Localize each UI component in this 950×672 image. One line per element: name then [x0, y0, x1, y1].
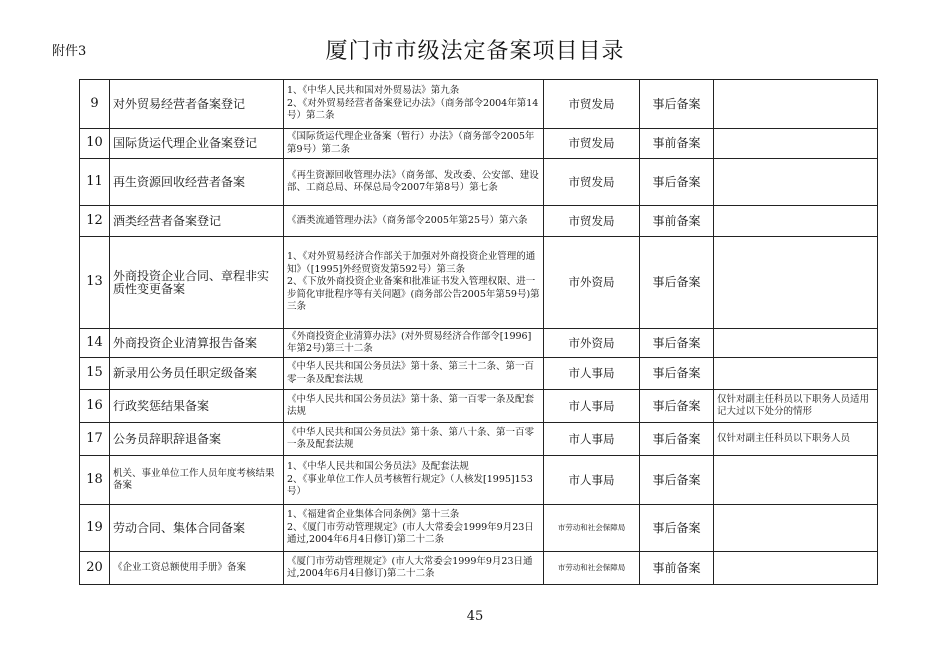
department: 市人事局: [544, 456, 640, 505]
row-number: 14: [80, 329, 110, 358]
table-row: [80, 423, 878, 456]
legal-basis: 《外商投资企业清算办法》(对外贸易经济合作部令[1996]年第2号)第三十二条: [284, 329, 544, 358]
filing-type: 事后备案: [640, 329, 714, 358]
attachment-label: 附件3: [52, 44, 87, 59]
page-number: 45: [466, 609, 484, 624]
page-title: 厦门市市级法定备案项目目录: [325, 39, 625, 64]
row-number: 9: [80, 80, 110, 129]
legal-basis: 《再生资源回收管理办法》（商务部、发改委、公安部、建设部、工商总局、环保总局令2007年第8号）第七条: [284, 159, 544, 206]
table-row: [80, 505, 878, 552]
table-row: [80, 390, 878, 423]
department: 市人事局: [544, 390, 640, 423]
filing-type: 事后备案: [640, 159, 714, 206]
remark: 仅针对副主任科员以下职务人员适用记大过以下处分的情形: [714, 390, 878, 423]
item-name: 国际货运代理企业备案登记: [110, 129, 284, 159]
remark: [714, 129, 878, 159]
filing-type: 事前备案: [640, 206, 714, 237]
remark: [714, 358, 878, 390]
remark: [714, 505, 878, 552]
legal-basis: 《中华人民共和国公务员法》第十条、第八十条、第一百零一条及配套法规: [284, 423, 544, 456]
row-number: 15: [80, 358, 110, 390]
row-number: 17: [80, 423, 110, 456]
item-name: 再生资源回收经营者备案: [110, 159, 284, 206]
item-name: 行政奖惩结果备案: [110, 390, 284, 423]
remark: [714, 159, 878, 206]
table-row: [80, 358, 878, 390]
remark: [714, 80, 878, 129]
filing-type: 事后备案: [640, 505, 714, 552]
remark: [714, 206, 878, 237]
legal-basis: 《中华人民共和国公务员法》第十条、第一百零一条及配套法规: [284, 390, 544, 423]
filing-type: 事前备案: [640, 129, 714, 159]
filing-type: 事后备案: [640, 390, 714, 423]
item-name: 《企业工资总额使用手册》备案: [110, 552, 284, 585]
table-row: [80, 329, 878, 358]
row-number: 11: [80, 159, 110, 206]
row-number: 18: [80, 456, 110, 505]
table-row: [80, 456, 878, 505]
row-number: 19: [80, 505, 110, 552]
legal-basis: 1、《福建省企业集体合同条例》第十三条 2、《厦门市劳动管理规定》(市人大常委会1999年9月23日通过,2004年6月4日修订)第二十二条: [284, 505, 544, 552]
department: 市劳动和社会保障局: [544, 505, 640, 552]
table-row: [80, 206, 878, 237]
item-name: 外商投资企业合同、章程非实质性变更备案: [110, 237, 284, 329]
department: 市外资局: [544, 237, 640, 329]
table-row: [80, 237, 878, 329]
remark: 仅针对副主任科员以下职务人员: [714, 423, 878, 456]
legal-basis: 《国际货运代理企业备案（暂行）办法》（商务部令2005年第9号）第二条: [284, 129, 544, 159]
item-name: 公务员辞职辞退备案: [110, 423, 284, 456]
department: 市外资局: [544, 329, 640, 358]
item-name: 新录用公务员任职定级备案: [110, 358, 284, 390]
row-number: 10: [80, 129, 110, 159]
department: 市人事局: [544, 358, 640, 390]
filing-type: 事后备案: [640, 423, 714, 456]
department: 市劳动和社会保障局: [544, 552, 640, 585]
remark: [714, 329, 878, 358]
item-name: 机关、事业单位工作人员年度考核结果备案: [110, 456, 284, 505]
table-row: [80, 129, 878, 159]
filing-type: 事后备案: [640, 237, 714, 329]
legal-basis: 1、《对外贸易经济合作部关于加强对外商投资企业管理的通知》（[1995]外经贸资发第592号）第三条 2、《下放外商投资企业备案和批准证书发入管理权限、进一步简化审批程序等有关问题》(商务部公告2005年第59号)第三条: [284, 237, 544, 329]
legal-basis: 1、《中华人民共和国公务员法》及配套法规 2、《事业单位工作人员考核暂行规定》（人核发[1995]153号）: [284, 456, 544, 505]
legal-basis: 《中华人民共和国公务员法》第十条、第三十二条、第一百零一条及配套法规: [284, 358, 544, 390]
item-name: 外商投资企业清算报告备案: [110, 329, 284, 358]
department: 市贸发局: [544, 159, 640, 206]
legal-basis: 1、《中华人民共和国对外贸易法》第九条 2、《对外贸易经营者备案登记办法》（商务部令2004年第14号）第二条: [284, 80, 544, 129]
item-name: 酒类经营者备案登记: [110, 206, 284, 237]
table-row: [80, 159, 878, 206]
filing-type: 事前备案: [640, 552, 714, 585]
department: 市贸发局: [544, 206, 640, 237]
table-row: [80, 552, 878, 585]
row-number: 12: [80, 206, 110, 237]
filing-type: 事后备案: [640, 80, 714, 129]
department: 市人事局: [544, 423, 640, 456]
row-number: 16: [80, 390, 110, 423]
row-number: 20: [80, 552, 110, 585]
filing-type: 事后备案: [640, 456, 714, 505]
row-number: 13: [80, 237, 110, 329]
filing-type: 事后备案: [640, 358, 714, 390]
remark: [714, 456, 878, 505]
filing-items-table: [79, 79, 878, 585]
table-row: [80, 80, 878, 129]
department: 市贸发局: [544, 129, 640, 159]
department: 市贸发局: [544, 80, 640, 129]
remark: [714, 552, 878, 585]
legal-basis: 《酒类流通管理办法》（商务部令2005年第25号）第六条: [284, 206, 544, 237]
remark: [714, 237, 878, 329]
item-name: 对外贸易经营者备案登记: [110, 80, 284, 129]
item-name: 劳动合同、集体合同备案: [110, 505, 284, 552]
legal-basis: 《厦门市劳动管理规定》(市人大常委会1999年9月23日通过,2004年6月4日修订)第二十二条: [284, 552, 544, 585]
